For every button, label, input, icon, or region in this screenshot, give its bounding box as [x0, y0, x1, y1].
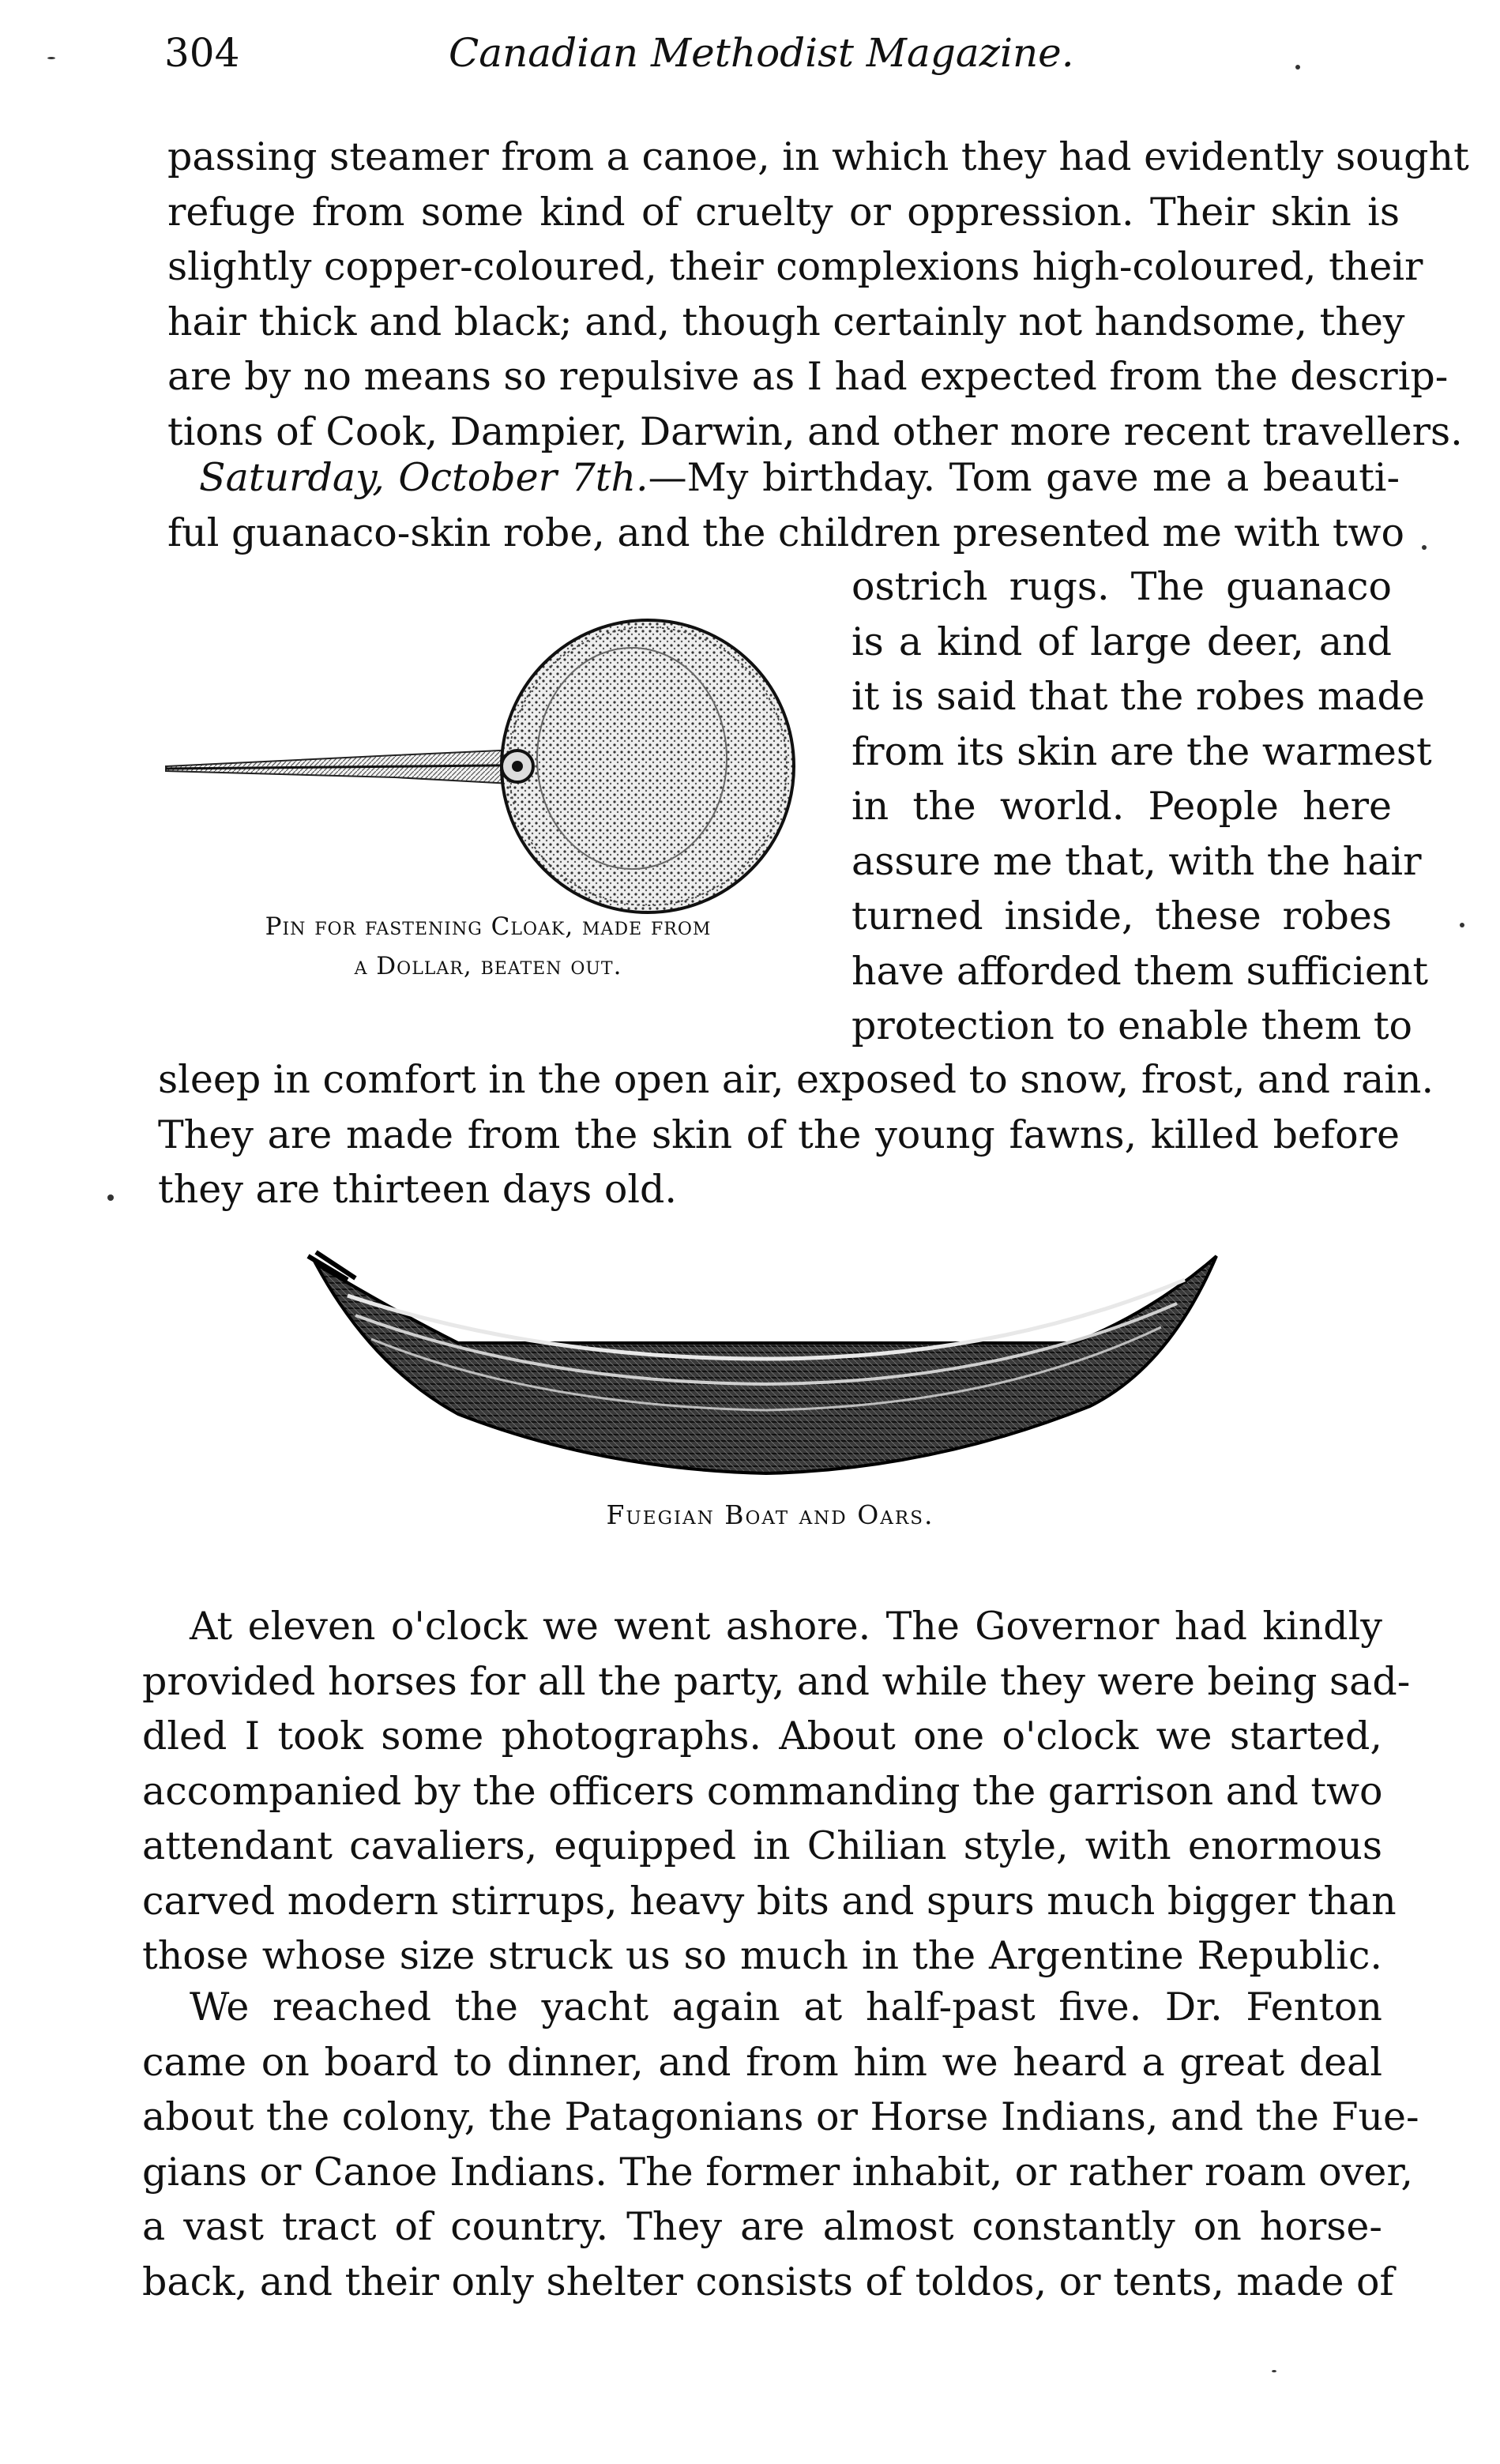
pin-illustration	[158, 600, 806, 932]
text-line: a vast tract of country. They are almost constantly on horse-	[142, 2204, 1382, 2249]
scan-speck	[107, 1194, 114, 1201]
page-header	[164, 30, 1310, 85]
paragraph-3	[142, 1599, 1411, 1984]
text-line: those whose size struck us so much in the Argentine Republic.	[142, 1933, 1382, 1978]
scan-speck	[1460, 923, 1464, 927]
text-line: gians or Canoe Indians. The former inhabit, or rather roam over,	[142, 2149, 1413, 2195]
text-line: refuge from some kind of cruelty or oppression. Their skin is	[167, 189, 1400, 235]
text-line: they are thirteen days old.	[158, 1167, 677, 1212]
boat-figure-caption: Fuegian Boat and Oars.	[606, 1499, 934, 1530]
text-line: Saturday, October 7th.—My birthday. Tom gave me a beauti-	[199, 455, 1400, 500]
text-line: provided horses for all the party, and while they were being sad-	[142, 1658, 1411, 1704]
paragraph-1	[167, 130, 1469, 459]
scan-speck	[1422, 545, 1427, 550]
text-line: attendant cavaliers, equipped in Chilian style, with enormous	[142, 1823, 1382, 1868]
text-line: They are made from the skin of the young fawns, killed before	[158, 1112, 1400, 1157]
scan-speck	[1272, 2370, 1276, 2372]
text-line: ful guanaco-skin robe, and the children presented me with two	[167, 510, 1404, 555]
fuegian-boat-illustration	[300, 1248, 1232, 1485]
text-line: are by no means so repulsive as I had expected from the descrip-	[167, 354, 1449, 399]
text-line: have afforded them sufficient	[852, 948, 1429, 994]
text-line: about the colony, the Patagonians or Horse Indians, and the Fue-	[142, 2094, 1419, 2139]
text-line: came on board to dinner, and from him we heard a great deal	[142, 2039, 1382, 2085]
text-line: passing steamer from a canoe, in which they had evidently sought	[167, 134, 1469, 179]
text-line: At eleven o'clock we went ashore. The Governor had kindly	[190, 1604, 1382, 1649]
text-line: in the world. People here	[852, 784, 1392, 829]
running-title: Canadian Methodist Magazine.	[449, 30, 1074, 76]
scan-speck	[1295, 65, 1300, 70]
date-heading: Saturday, October 7th.	[199, 455, 648, 500]
text-line: tions of Cook, Dampier, Darwin, and other more recent travellers.	[167, 408, 1463, 454]
text-line: turned inside, these robes	[852, 893, 1392, 939]
caption-line: a Dollar, beaten out.	[354, 952, 622, 980]
text-line: from its skin are the warmest	[852, 728, 1432, 774]
text-line: is a kind of large deer, and	[852, 619, 1392, 664]
text-line: protection to enable them to	[852, 1003, 1413, 1048]
text-line: slightly copper-coloured, their complexions high-coloured, their	[167, 244, 1423, 289]
text-line: dled I took some photographs. About one o'clock we started,	[142, 1714, 1382, 1759]
text-line: back, and their only shelter consists of toldos, or tents, made of	[142, 2259, 1394, 2304]
text-line: sleep in comfort in the open air, exposed to snow, frost, and rain.	[158, 1057, 1434, 1102]
text-line: assure me that, with the hair	[852, 838, 1422, 884]
paragraph-2-continued	[158, 1052, 1434, 1217]
scan-speck	[47, 57, 55, 59]
text-line: We reached the yacht again at half-past five. Dr. Fenton	[190, 1984, 1382, 2030]
text-line: accompanied by the officers commanding the garrison and two	[142, 1768, 1383, 1814]
paragraph-2-wrapped-column	[852, 559, 1432, 1054]
text-line: it is said that the robes made	[852, 674, 1425, 719]
paragraph-4	[142, 1980, 1419, 2309]
text-line: ostrich rugs. The guanaco	[852, 564, 1392, 609]
caption-line: Pin for fastening Cloak, made from	[265, 912, 712, 941]
page-number: 304	[164, 30, 240, 76]
paragraph-2	[167, 450, 1404, 560]
text-line: hair thick and black; and, though certainly not handsome, they	[167, 299, 1405, 344]
text-line: carved modern stirrups, heavy bits and spurs much bigger than	[142, 1878, 1397, 1924]
pin-figure-caption	[148, 907, 828, 986]
